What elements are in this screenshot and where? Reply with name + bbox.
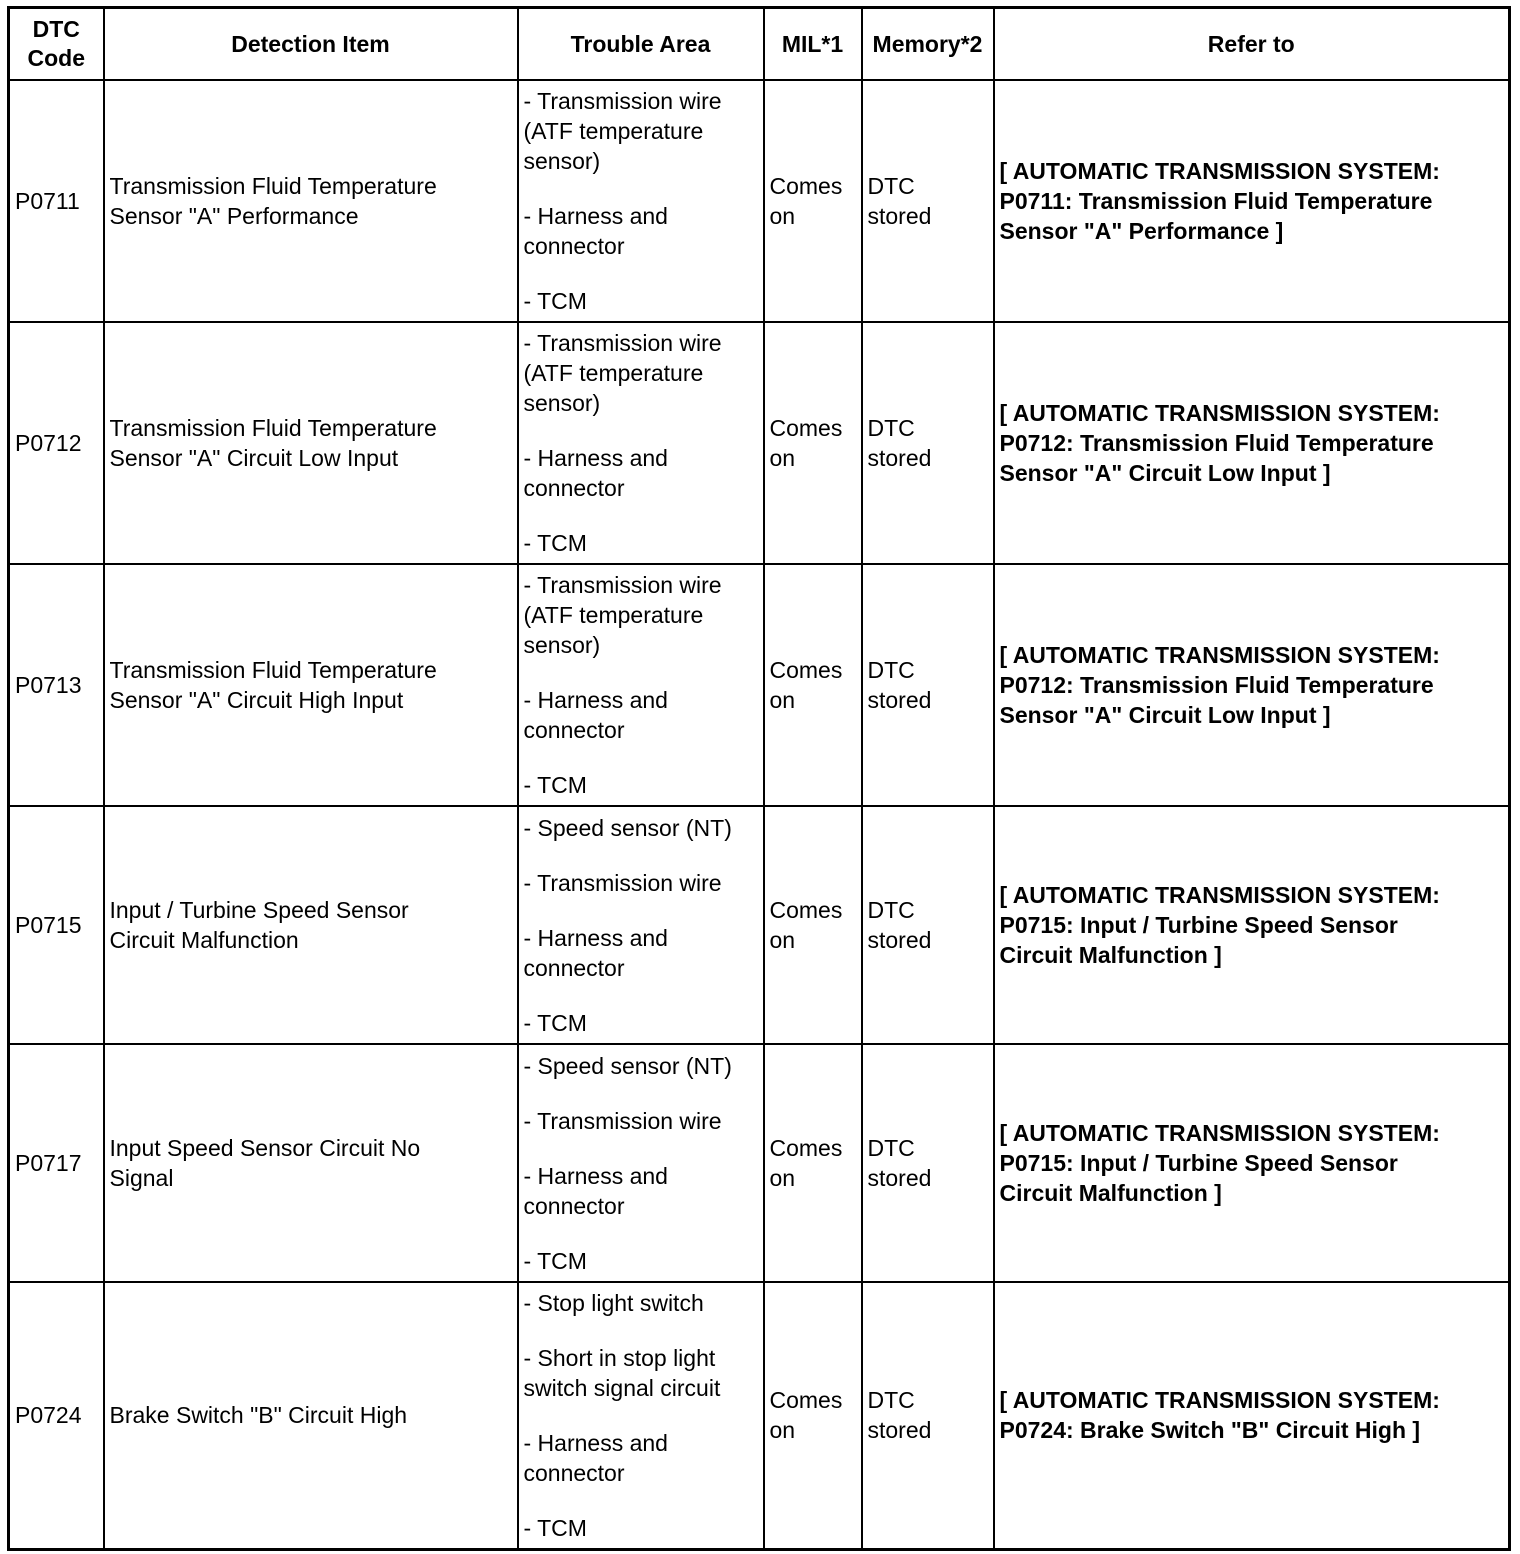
memory-cell: DTC stored	[862, 806, 994, 1044]
refer-to-cell: [ AUTOMATIC TRANSMISSION SYSTEM: P0712: Transmission Fluid Temperature Sensor "A" Circuit Low Input ]	[994, 564, 1510, 806]
header-memory: Memory*2	[862, 8, 994, 81]
refer-to-cell: [ AUTOMATIC TRANSMISSION SYSTEM: P0712: Transmission Fluid Temperature Sensor "A" Circuit Low Input ]	[994, 322, 1510, 564]
detection-item-cell: Transmission Fluid Temperature Sensor "A" Performance	[104, 80, 518, 322]
header-dtc-code: DTC Code	[9, 8, 104, 81]
dtc-code-cell: P0724	[9, 1282, 104, 1549]
detection-item-cell: Input Speed Sensor Circuit No Signal	[104, 1044, 518, 1282]
header-detection-item: Detection Item	[104, 8, 518, 81]
header-trouble-area: Trouble Area	[518, 8, 764, 81]
detection-item-cell: Brake Switch "B" Circuit High	[104, 1282, 518, 1549]
memory-cell: DTC stored	[862, 564, 994, 806]
dtc-code-cell: P0711	[9, 80, 104, 322]
table-row	[9, 322, 1510, 564]
dtc-code-cell: P0712	[9, 322, 104, 564]
dtc-table	[7, 6, 1511, 1551]
dtc-code-cell: P0713	[9, 564, 104, 806]
detection-item-cell: Transmission Fluid Temperature Sensor "A" Circuit High Input	[104, 564, 518, 806]
table-row	[9, 1282, 1510, 1549]
detection-item-cell: Input / Turbine Speed Sensor Circuit Malfunction	[104, 806, 518, 1044]
table-row	[9, 1044, 1510, 1282]
trouble-area-cell: - Transmission wire (ATF temperature sensor) - Harness and connector - TCM	[518, 80, 764, 322]
mil-cell: Comes on	[764, 80, 862, 322]
mil-cell: Comes on	[764, 564, 862, 806]
memory-cell: DTC stored	[862, 1282, 994, 1549]
mil-cell: Comes on	[764, 322, 862, 564]
table-row	[9, 564, 1510, 806]
mil-cell: Comes on	[764, 1044, 862, 1282]
trouble-area-cell: - Transmission wire (ATF temperature sensor) - Harness and connector - TCM	[518, 322, 764, 564]
table-row	[9, 806, 1510, 1044]
mil-cell: Comes on	[764, 1282, 862, 1549]
trouble-area-cell: - Transmission wire (ATF temperature sensor) - Harness and connector - TCM	[518, 564, 764, 806]
refer-to-cell: [ AUTOMATIC TRANSMISSION SYSTEM: P0715: Input / Turbine Speed Sensor Circuit Malfunction ]	[994, 1044, 1510, 1282]
header-refer-to: Refer to	[994, 8, 1510, 81]
detection-item-cell: Transmission Fluid Temperature Sensor "A" Circuit Low Input	[104, 322, 518, 564]
dtc-code-cell: P0717	[9, 1044, 104, 1282]
memory-cell: DTC stored	[862, 1044, 994, 1282]
mil-cell: Comes on	[764, 806, 862, 1044]
refer-to-cell: [ AUTOMATIC TRANSMISSION SYSTEM: P0724: Brake Switch "B" Circuit High ]	[994, 1282, 1510, 1549]
refer-to-cell: [ AUTOMATIC TRANSMISSION SYSTEM: P0715: Input / Turbine Speed Sensor Circuit Malfunction ]	[994, 806, 1510, 1044]
memory-cell: DTC stored	[862, 80, 994, 322]
header-row	[9, 8, 1510, 81]
trouble-area-cell: - Speed sensor (NT) - Transmission wire - Harness and connector - TCM	[518, 806, 764, 1044]
header-mil: MIL*1	[764, 8, 862, 81]
refer-to-cell: [ AUTOMATIC TRANSMISSION SYSTEM: P0711: Transmission Fluid Temperature Sensor "A" Performance ]	[994, 80, 1510, 322]
trouble-area-cell: - Stop light switch - Short in stop light switch signal circuit - Harness and connector - TCM	[518, 1282, 764, 1549]
dtc-code-cell: P0715	[9, 806, 104, 1044]
trouble-area-cell: - Speed sensor (NT) - Transmission wire - Harness and connector - TCM	[518, 1044, 764, 1282]
table-row	[9, 80, 1510, 322]
memory-cell: DTC stored	[862, 322, 994, 564]
